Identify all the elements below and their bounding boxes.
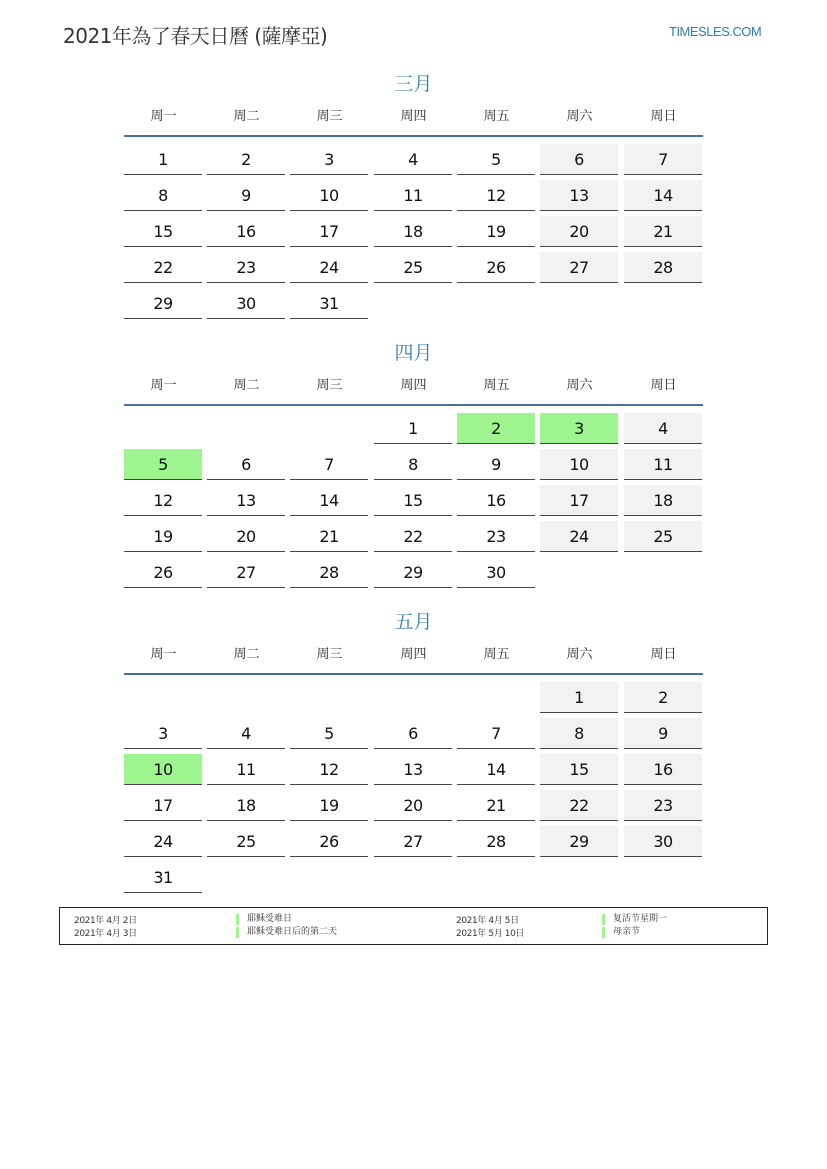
day-cell[interactable]: 12 bbox=[457, 180, 535, 211]
day-cell[interactable]: 14 bbox=[290, 485, 368, 516]
day-cell[interactable]: 14 bbox=[624, 180, 702, 211]
day-cell[interactable]: 21 bbox=[624, 216, 702, 247]
day-cell[interactable]: 25 bbox=[374, 252, 452, 283]
day-cell[interactable]: 17 bbox=[540, 485, 618, 516]
day-cell[interactable]: 6 bbox=[540, 144, 618, 175]
day-cell[interactable]: 2 bbox=[207, 144, 285, 175]
day-cell[interactable]: 22 bbox=[124, 252, 202, 283]
day-cell[interactable]: 24 bbox=[124, 826, 202, 857]
day-cell[interactable]: 25 bbox=[624, 521, 702, 552]
day-cell[interactable]: 5 bbox=[457, 144, 535, 175]
day-cell[interactable]: 29 bbox=[374, 557, 452, 588]
holiday-legend bbox=[59, 907, 768, 945]
day-cell[interactable]: 21 bbox=[457, 790, 535, 821]
weekday-label: 周五 bbox=[483, 109, 510, 124]
weekday-label: 周四 bbox=[400, 109, 427, 124]
legend-date: 2021年 5月 10日 bbox=[456, 929, 525, 939]
day-cell[interactable]: 28 bbox=[457, 826, 535, 857]
day-cell[interactable]: 11 bbox=[207, 754, 285, 785]
day-cell[interactable]: 27 bbox=[540, 252, 618, 283]
day-cell[interactable]: 10 bbox=[290, 180, 368, 211]
month-calendar bbox=[124, 72, 703, 332]
day-cell[interactable]: 4 bbox=[624, 413, 702, 444]
day-cell[interactable]: 6 bbox=[207, 449, 285, 480]
day-cell[interactable]: 10 bbox=[540, 449, 618, 480]
day-cell[interactable]: 18 bbox=[207, 790, 285, 821]
day-cell[interactable]: 28 bbox=[290, 557, 368, 588]
day-cell[interactable]: 19 bbox=[124, 521, 202, 552]
month-calendar bbox=[124, 610, 703, 887]
day-cell[interactable]: 16 bbox=[624, 754, 702, 785]
day-cell[interactable]: 16 bbox=[457, 485, 535, 516]
legend-holiday-name: 复活节星期一 bbox=[602, 914, 667, 925]
day-cell[interactable]: 4 bbox=[374, 144, 452, 175]
legend-holiday-name: 母亲节 bbox=[602, 927, 640, 938]
day-cell[interactable]: 14 bbox=[457, 754, 535, 785]
day-cell[interactable]: 18 bbox=[624, 485, 702, 516]
day-cell[interactable]: 30 bbox=[624, 826, 702, 857]
day-cell[interactable]: 15 bbox=[374, 485, 452, 516]
day-cell[interactable]: 1 bbox=[374, 413, 452, 444]
page-title: 2021年為了春天日曆 (薩摩亞) bbox=[63, 24, 328, 48]
month-title: 四月 bbox=[394, 342, 433, 364]
day-cell[interactable]: 3 bbox=[124, 718, 202, 749]
day-cell[interactable]: 4 bbox=[207, 718, 285, 749]
day-cell[interactable]: 17 bbox=[290, 216, 368, 247]
day-cell[interactable]: 21 bbox=[290, 521, 368, 552]
day-cell[interactable]: 12 bbox=[124, 485, 202, 516]
header-rule bbox=[124, 404, 703, 406]
weekday-label: 周一 bbox=[150, 647, 177, 662]
day-cell[interactable]: 8 bbox=[540, 718, 618, 749]
weekday-label: 周一 bbox=[150, 109, 177, 124]
day-cell[interactable]: 2 bbox=[624, 682, 702, 713]
weekday-label: 周二 bbox=[233, 109, 260, 124]
site-link[interactable]: TIMESLES.COM bbox=[669, 24, 762, 39]
day-cell[interactable]: 13 bbox=[540, 180, 618, 211]
legend-holiday-name: 耶稣受难日 bbox=[236, 914, 292, 925]
day-cell[interactable]: 24 bbox=[540, 521, 618, 552]
day-cell[interactable]: 7 bbox=[457, 718, 535, 749]
weekday-label: 周三 bbox=[316, 109, 343, 124]
weekday-label: 周五 bbox=[483, 647, 510, 662]
month-title: 三月 bbox=[394, 73, 433, 95]
day-cell[interactable]: 6 bbox=[374, 718, 452, 749]
day-cell[interactable]: 16 bbox=[207, 216, 285, 247]
day-cell[interactable]: 1 bbox=[124, 144, 202, 175]
day-cell[interactable]: 10 bbox=[124, 754, 202, 785]
day-cell[interactable]: 3 bbox=[540, 413, 618, 444]
day-cell[interactable]: 23 bbox=[207, 252, 285, 283]
day-cell[interactable]: 22 bbox=[540, 790, 618, 821]
day-cell[interactable]: 19 bbox=[290, 790, 368, 821]
day-cell[interactable]: 25 bbox=[207, 826, 285, 857]
weekday-label: 周日 bbox=[650, 378, 677, 393]
day-cell[interactable]: 5 bbox=[124, 449, 202, 480]
day-cell[interactable]: 11 bbox=[624, 449, 702, 480]
day-cell[interactable]: 12 bbox=[290, 754, 368, 785]
weekday-label: 周四 bbox=[400, 647, 427, 662]
weekday-label: 周四 bbox=[400, 378, 427, 393]
day-cell[interactable]: 30 bbox=[207, 288, 285, 319]
day-cell[interactable]: 26 bbox=[290, 826, 368, 857]
day-cell[interactable]: 7 bbox=[290, 449, 368, 480]
day-cell[interactable]: 9 bbox=[457, 449, 535, 480]
day-cell[interactable]: 23 bbox=[624, 790, 702, 821]
weekday-label: 周三 bbox=[316, 647, 343, 662]
day-cell[interactable]: 13 bbox=[207, 485, 285, 516]
day-cell[interactable]: 15 bbox=[124, 216, 202, 247]
day-cell[interactable]: 29 bbox=[124, 288, 202, 319]
legend-date: 2021年 4月 3日 bbox=[74, 929, 137, 939]
legend-holiday-name: 耶稣受难日后的第二天 bbox=[236, 927, 337, 938]
month-calendar bbox=[124, 341, 703, 601]
day-cell[interactable]: 26 bbox=[124, 557, 202, 588]
day-cell[interactable]: 17 bbox=[124, 790, 202, 821]
day-cell[interactable]: 15 bbox=[540, 754, 618, 785]
weekday-header bbox=[124, 377, 703, 397]
day-cell[interactable]: 7 bbox=[624, 144, 702, 175]
day-cell[interactable]: 5 bbox=[290, 718, 368, 749]
day-cell[interactable]: 30 bbox=[457, 557, 535, 588]
day-cell[interactable]: 31 bbox=[290, 288, 368, 319]
day-cell[interactable]: 27 bbox=[207, 557, 285, 588]
day-cell[interactable]: 9 bbox=[207, 180, 285, 211]
weekday-header bbox=[124, 646, 703, 666]
day-cell[interactable]: 20 bbox=[207, 521, 285, 552]
weekday-label: 周六 bbox=[566, 378, 593, 393]
day-cell[interactable]: 2 bbox=[457, 413, 535, 444]
weekday-label: 周二 bbox=[233, 378, 260, 393]
day-cell[interactable]: 29 bbox=[540, 826, 618, 857]
day-cell[interactable]: 23 bbox=[457, 521, 535, 552]
day-cell[interactable]: 11 bbox=[374, 180, 452, 211]
weekday-label: 周六 bbox=[566, 647, 593, 662]
weekday-label: 周五 bbox=[483, 378, 510, 393]
day-cell[interactable]: 19 bbox=[457, 216, 535, 247]
day-cell[interactable]: 26 bbox=[457, 252, 535, 283]
day-cell[interactable]: 18 bbox=[374, 216, 452, 247]
weekday-label: 周日 bbox=[650, 647, 677, 662]
header-rule bbox=[124, 673, 703, 675]
month-title: 五月 bbox=[394, 611, 433, 633]
day-cell[interactable]: 3 bbox=[290, 144, 368, 175]
day-cell[interactable]: 28 bbox=[624, 252, 702, 283]
weekday-label: 周一 bbox=[150, 378, 177, 393]
day-cell[interactable]: 1 bbox=[540, 682, 618, 713]
day-cell[interactable]: 9 bbox=[624, 718, 702, 749]
day-cell[interactable]: 20 bbox=[540, 216, 618, 247]
day-cell[interactable]: 31 bbox=[124, 862, 202, 893]
legend-date: 2021年 4月 5日 bbox=[456, 916, 519, 926]
day-cell[interactable]: 27 bbox=[374, 826, 452, 857]
day-cell[interactable]: 24 bbox=[290, 252, 368, 283]
weekday-header bbox=[124, 108, 703, 128]
weekday-label: 周日 bbox=[650, 109, 677, 124]
legend-date: 2021年 4月 2日 bbox=[74, 916, 137, 926]
day-cell[interactable]: 22 bbox=[374, 521, 452, 552]
weekday-label: 周六 bbox=[566, 109, 593, 124]
header-rule bbox=[124, 135, 703, 137]
day-cell[interactable]: 20 bbox=[374, 790, 452, 821]
weekday-label: 周二 bbox=[233, 647, 260, 662]
weekday-label: 周三 bbox=[316, 378, 343, 393]
day-cell[interactable]: 13 bbox=[374, 754, 452, 785]
day-cell[interactable]: 8 bbox=[124, 180, 202, 211]
day-cell[interactable]: 8 bbox=[374, 449, 452, 480]
